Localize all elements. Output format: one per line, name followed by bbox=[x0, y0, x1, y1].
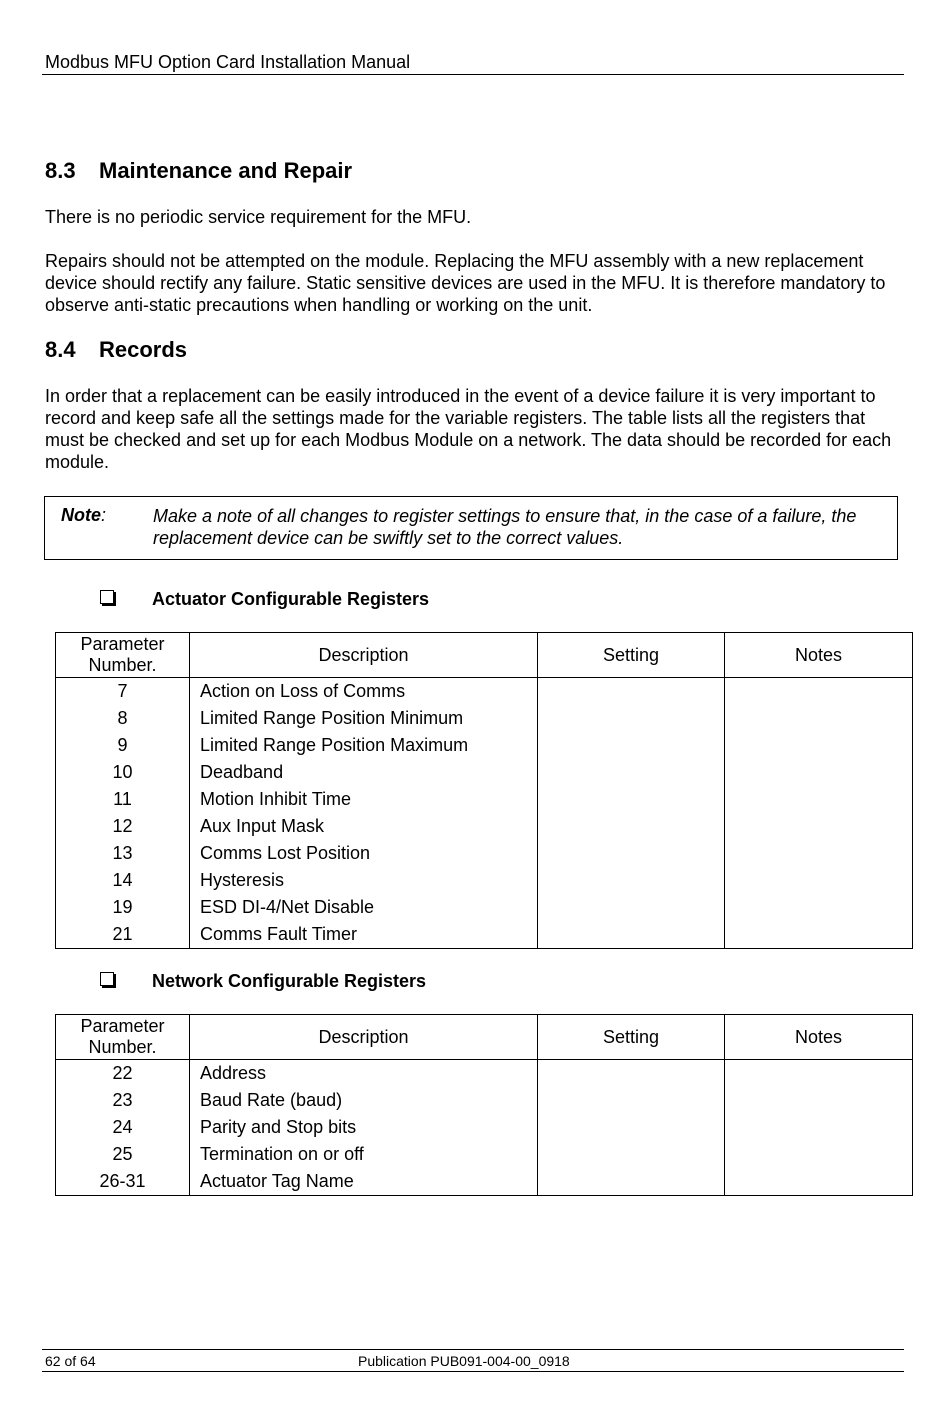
table-row bbox=[56, 1114, 913, 1141]
description-cell: Parity and Stop bits bbox=[190, 1114, 538, 1141]
setting-cell bbox=[538, 921, 725, 949]
parameter-number-cell: 10 bbox=[56, 759, 190, 786]
notes-cell bbox=[725, 759, 913, 786]
description-cell: Action on Loss of Comms bbox=[190, 678, 538, 706]
notes-cell bbox=[725, 840, 913, 867]
parameter-number-cell: 21 bbox=[56, 921, 190, 949]
setting-cell bbox=[538, 1141, 725, 1168]
parameter-number-cell: 13 bbox=[56, 840, 190, 867]
column-header-setting: Setting bbox=[538, 1015, 725, 1060]
parameter-number-cell: 14 bbox=[56, 867, 190, 894]
setting-cell bbox=[538, 678, 725, 706]
publication-id: Publication PUB091-004-00_0918 bbox=[358, 1353, 570, 1369]
actuator-registers-heading: Actuator Configurable Registers bbox=[152, 589, 430, 609]
parameter-number-cell: 11 bbox=[56, 786, 190, 813]
parameter-number-cell: 8 bbox=[56, 705, 190, 732]
footer-divider bbox=[42, 1371, 904, 1372]
paragraph-records: In order that a replacement can be easily introduced in the event of a device failure it is very important to record and keep safe all the settings made for the variable registers. The table lists all the registers that must be checked and set up for each Modbus Module on a network. The data should be recorded for each module. bbox=[45, 386, 892, 472]
notes-cell bbox=[725, 921, 913, 949]
notes-cell bbox=[725, 786, 913, 813]
table-row bbox=[56, 921, 913, 949]
setting-cell bbox=[538, 1087, 725, 1114]
note-text: Make a note of all changes to register settings to ensure that, in the case of a failure, the replacement device can be swiftly set to the correct values. bbox=[153, 506, 857, 548]
parameter-number-cell: 19 bbox=[56, 894, 190, 921]
table-row bbox=[56, 813, 913, 840]
notes-cell bbox=[725, 894, 913, 921]
parameter-number-cell: 22 bbox=[56, 1060, 190, 1088]
notes-cell bbox=[725, 1060, 913, 1088]
parameter-number-cell: 7 bbox=[56, 678, 190, 706]
section-heading-8-3 bbox=[45, 158, 352, 184]
notes-cell bbox=[725, 867, 913, 894]
table-header-row bbox=[56, 1015, 913, 1060]
setting-cell bbox=[538, 1168, 725, 1196]
network-registers-table bbox=[55, 1014, 913, 1196]
setting-cell bbox=[538, 732, 725, 759]
column-header-description: Description bbox=[190, 1015, 538, 1060]
paragraph-no-service: There is no periodic service requirement for the MFU. bbox=[45, 207, 472, 227]
checkbox-bullet-icon bbox=[100, 972, 114, 986]
column-header-notes: Notes bbox=[725, 633, 913, 678]
table-row bbox=[56, 705, 913, 732]
notes-cell bbox=[725, 813, 913, 840]
notes-cell bbox=[725, 1114, 913, 1141]
setting-cell bbox=[538, 1060, 725, 1088]
column-header-setting: Setting bbox=[538, 633, 725, 678]
section-title: Maintenance and Repair bbox=[99, 158, 353, 183]
description-cell: Aux Input Mask bbox=[190, 813, 538, 840]
setting-cell bbox=[538, 786, 725, 813]
description-cell: Motion Inhibit Time bbox=[190, 786, 538, 813]
description-cell: Limited Range Position Minimum bbox=[190, 705, 538, 732]
description-cell: Comms Lost Position bbox=[190, 840, 538, 867]
table-row bbox=[56, 867, 913, 894]
column-header-parameter: Parameter Number. bbox=[56, 633, 190, 678]
setting-cell bbox=[538, 759, 725, 786]
parameter-number-cell: 24 bbox=[56, 1114, 190, 1141]
table-row bbox=[56, 1087, 913, 1114]
table-row bbox=[56, 894, 913, 921]
table-row bbox=[56, 678, 913, 706]
column-header-description: Description bbox=[190, 633, 538, 678]
network-registers-heading: Network Configurable Registers bbox=[152, 971, 427, 991]
description-cell: Baud Rate (baud) bbox=[190, 1087, 538, 1114]
table-row bbox=[56, 1168, 913, 1196]
notes-cell bbox=[725, 732, 913, 759]
setting-cell bbox=[538, 705, 725, 732]
header-divider bbox=[42, 74, 904, 75]
table-row bbox=[56, 1060, 913, 1088]
table-row bbox=[56, 1141, 913, 1168]
parameter-number-cell: 26-31 bbox=[56, 1168, 190, 1196]
notes-cell bbox=[725, 678, 913, 706]
setting-cell bbox=[538, 840, 725, 867]
table-row bbox=[56, 786, 913, 813]
actuator-registers-table bbox=[55, 632, 913, 949]
note-box bbox=[44, 496, 898, 560]
description-cell: Hysteresis bbox=[190, 867, 538, 894]
table-header-row bbox=[56, 633, 913, 678]
parameter-number-cell: 23 bbox=[56, 1087, 190, 1114]
setting-cell bbox=[538, 867, 725, 894]
description-cell: Comms Fault Timer bbox=[190, 921, 538, 949]
section-number: 8.4 bbox=[45, 337, 76, 362]
setting-cell bbox=[538, 1114, 725, 1141]
checkbox-bullet-icon bbox=[100, 590, 114, 604]
section-number: 8.3 bbox=[45, 158, 76, 183]
description-cell: Termination on or off bbox=[190, 1141, 538, 1168]
paragraph-repairs: Repairs should not be attempted on the module. Replacing the MFU assembly with a new replacement device should rectify any failure. Static sensitive devices are used in the MFU. It is therefore mandatory to observe anti-static precautions when handling or working on the unit. bbox=[45, 251, 886, 315]
table-row bbox=[56, 840, 913, 867]
description-cell: Deadband bbox=[190, 759, 538, 786]
parameter-number-cell: 25 bbox=[56, 1141, 190, 1168]
notes-cell bbox=[725, 1141, 913, 1168]
column-header-parameter: Parameter Number. bbox=[56, 1015, 190, 1060]
notes-cell bbox=[725, 705, 913, 732]
column-header-notes: Notes bbox=[725, 1015, 913, 1060]
parameter-number-cell: 9 bbox=[56, 732, 190, 759]
notes-cell bbox=[725, 1087, 913, 1114]
description-cell: Limited Range Position Maximum bbox=[190, 732, 538, 759]
description-cell: ESD DI-4/Net Disable bbox=[190, 894, 538, 921]
setting-cell bbox=[538, 894, 725, 921]
description-cell: Address bbox=[190, 1060, 538, 1088]
running-header: Modbus MFU Option Card Installation Manual bbox=[45, 52, 411, 72]
page-number: 62 of 64 bbox=[45, 1353, 96, 1369]
table-row bbox=[56, 759, 913, 786]
section-title: Records bbox=[99, 337, 188, 362]
section-heading-8-4 bbox=[45, 337, 187, 363]
parameter-number-cell: 12 bbox=[56, 813, 190, 840]
note-label: Note: bbox=[61, 505, 107, 525]
setting-cell bbox=[538, 813, 725, 840]
table-row bbox=[56, 732, 913, 759]
footer-divider bbox=[42, 1349, 904, 1350]
description-cell: Actuator Tag Name bbox=[190, 1168, 538, 1196]
notes-cell bbox=[725, 1168, 913, 1196]
